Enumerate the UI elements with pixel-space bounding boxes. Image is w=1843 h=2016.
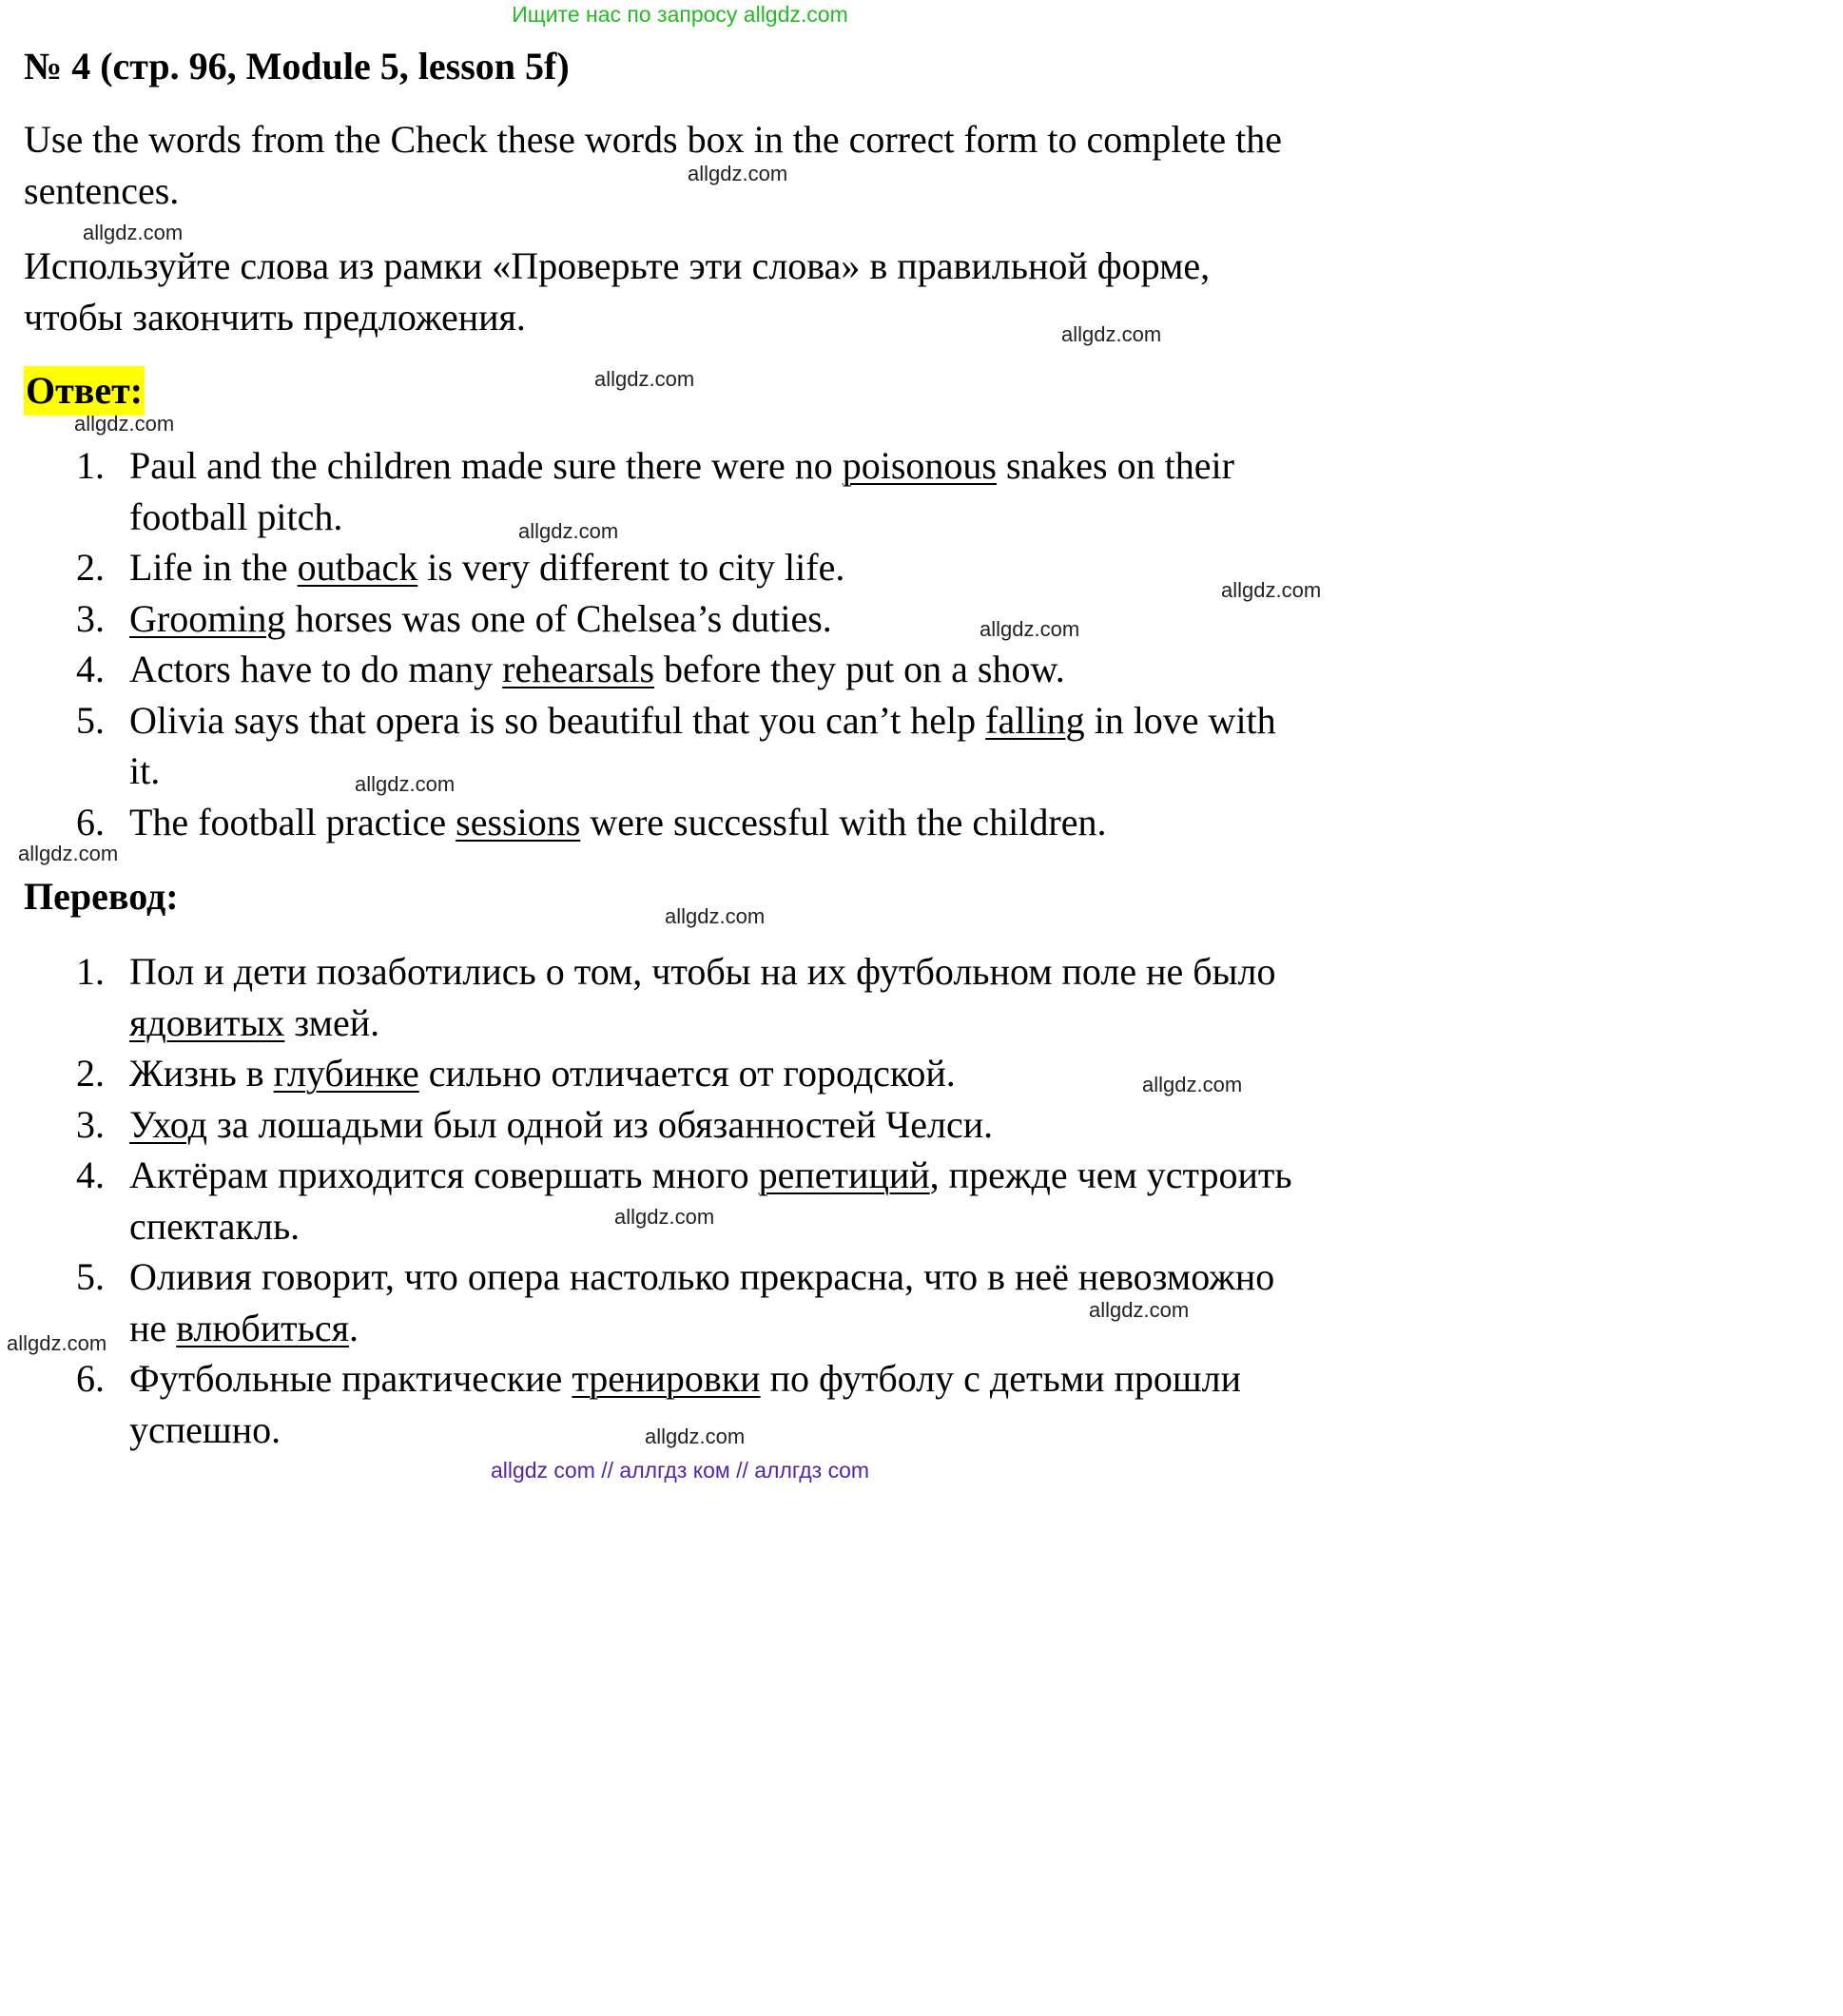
translation-word: Уход — [129, 1102, 207, 1146]
translation-word: ядовитых — [129, 1000, 285, 1044]
exercise-heading: № 4 (стр. 96, Module 5, lesson 5f) — [24, 45, 570, 87]
answer-item: 2. Life in the outback is very different to city life. — [0, 542, 1293, 593]
answer-number: 5. — [76, 698, 105, 742]
translation-item: 2. Жизнь в глубинке сильно отличается от городской. — [0, 1048, 1293, 1099]
translation-number: 1. — [76, 950, 105, 993]
translation-number: 3. — [76, 1102, 105, 1146]
watermark: allgdz.com — [645, 1425, 746, 1448]
watermark: allgdz.com — [1061, 322, 1162, 346]
translation-number: 6. — [76, 1357, 105, 1400]
answer-number: 1. — [76, 444, 105, 487]
answer-number: 4. — [76, 648, 105, 690]
watermark: allgdz.com — [355, 772, 456, 796]
watermark: allgdz.com — [74, 412, 175, 436]
watermark: allgdz.com — [614, 1205, 715, 1229]
translation-number: 2. — [76, 1052, 105, 1095]
answer-word: falling — [985, 698, 1085, 742]
watermark: allgdz.com — [83, 221, 184, 244]
watermark: allgdz.com — [1089, 1298, 1190, 1322]
answer-number: 2. — [76, 546, 105, 589]
answer-item: 1. Paul and the children made sure there were no poisonous snakes on their football pitch. — [0, 440, 1293, 542]
answer-label: Ответ: — [24, 366, 145, 416]
instruction-english: Use the words from the Check these words box in the correct form to complete the sentences. — [24, 118, 1282, 212]
answer-word: sessions — [456, 800, 581, 843]
answer-word: outback — [297, 546, 418, 589]
watermark: allgdz.com — [1142, 1073, 1243, 1096]
watermark: allgdz.com — [688, 162, 788, 185]
translation-word: тренировки — [572, 1357, 761, 1400]
watermark: allgdz.com — [665, 904, 766, 928]
translation-item: 5. Оливия говорит, что опера настолько прекрасна, что в неё невозможно не влюбиться. — [0, 1251, 1293, 1353]
translation-number: 4. — [76, 1153, 105, 1196]
translation-number: 5. — [76, 1255, 105, 1298]
answer-word: Grooming — [129, 596, 286, 640]
answer-item: 5. Olivia says that opera is so beautiful that you can’t help falling in love with it. — [0, 695, 1293, 797]
translation-word: репетиций — [758, 1153, 930, 1196]
translation-label: Перевод: — [24, 875, 179, 918]
answer-word: rehearsals — [502, 648, 655, 690]
footer-links: allgdz com // аллгдз ком // аллгдз com — [490, 1458, 870, 1483]
watermark: allgdz.com — [594, 367, 695, 391]
instruction-russian: Используйте слова из рамки «Проверьте эти слова» в правильной форме, чтобы закончить предложения. — [24, 244, 1211, 339]
translation-word: влюбиться — [176, 1306, 350, 1349]
translation-word: глубинке — [273, 1052, 419, 1095]
watermark: allgdz.com — [980, 617, 1080, 641]
watermark: allgdz.com — [1221, 578, 1322, 602]
answers-list — [0, 440, 1293, 847]
watermark: allgdz.com — [18, 842, 119, 865]
watermark: allgdz.com — [518, 519, 619, 543]
watermark: allgdz.com — [7, 1331, 107, 1355]
translations-list — [0, 946, 1293, 1455]
answer-number: 6. — [76, 800, 105, 843]
translation-item: 6. Футбольные практические тренировки по футболу с детьми прошли успешно. — [0, 1353, 1293, 1455]
translation-item: 1. Пол и дети позаботились о том, чтобы на их футбольном поле не было ядовитых змей. — [0, 946, 1293, 1048]
answer-item: 6. The football practice sessions were successful with the children. — [0, 797, 1293, 848]
top-banner: Ищите нас по запросу allgdz.com — [512, 2, 848, 27]
translation-item: 3. Уход за лошадьми был одной из обязанностей Челси. — [0, 1099, 1293, 1151]
translation-item: 4. Актёрам приходится совершать много репетиций, прежде чем устроить спектакль. — [0, 1150, 1293, 1251]
answer-item: 4. Actors have to do many rehearsals before they put on a show. — [0, 644, 1293, 695]
answer-number: 3. — [76, 596, 105, 640]
answer-item: 3. Grooming horses was one of Chelsea’s duties. — [0, 593, 1293, 645]
answer-word: poisonous — [842, 444, 997, 487]
